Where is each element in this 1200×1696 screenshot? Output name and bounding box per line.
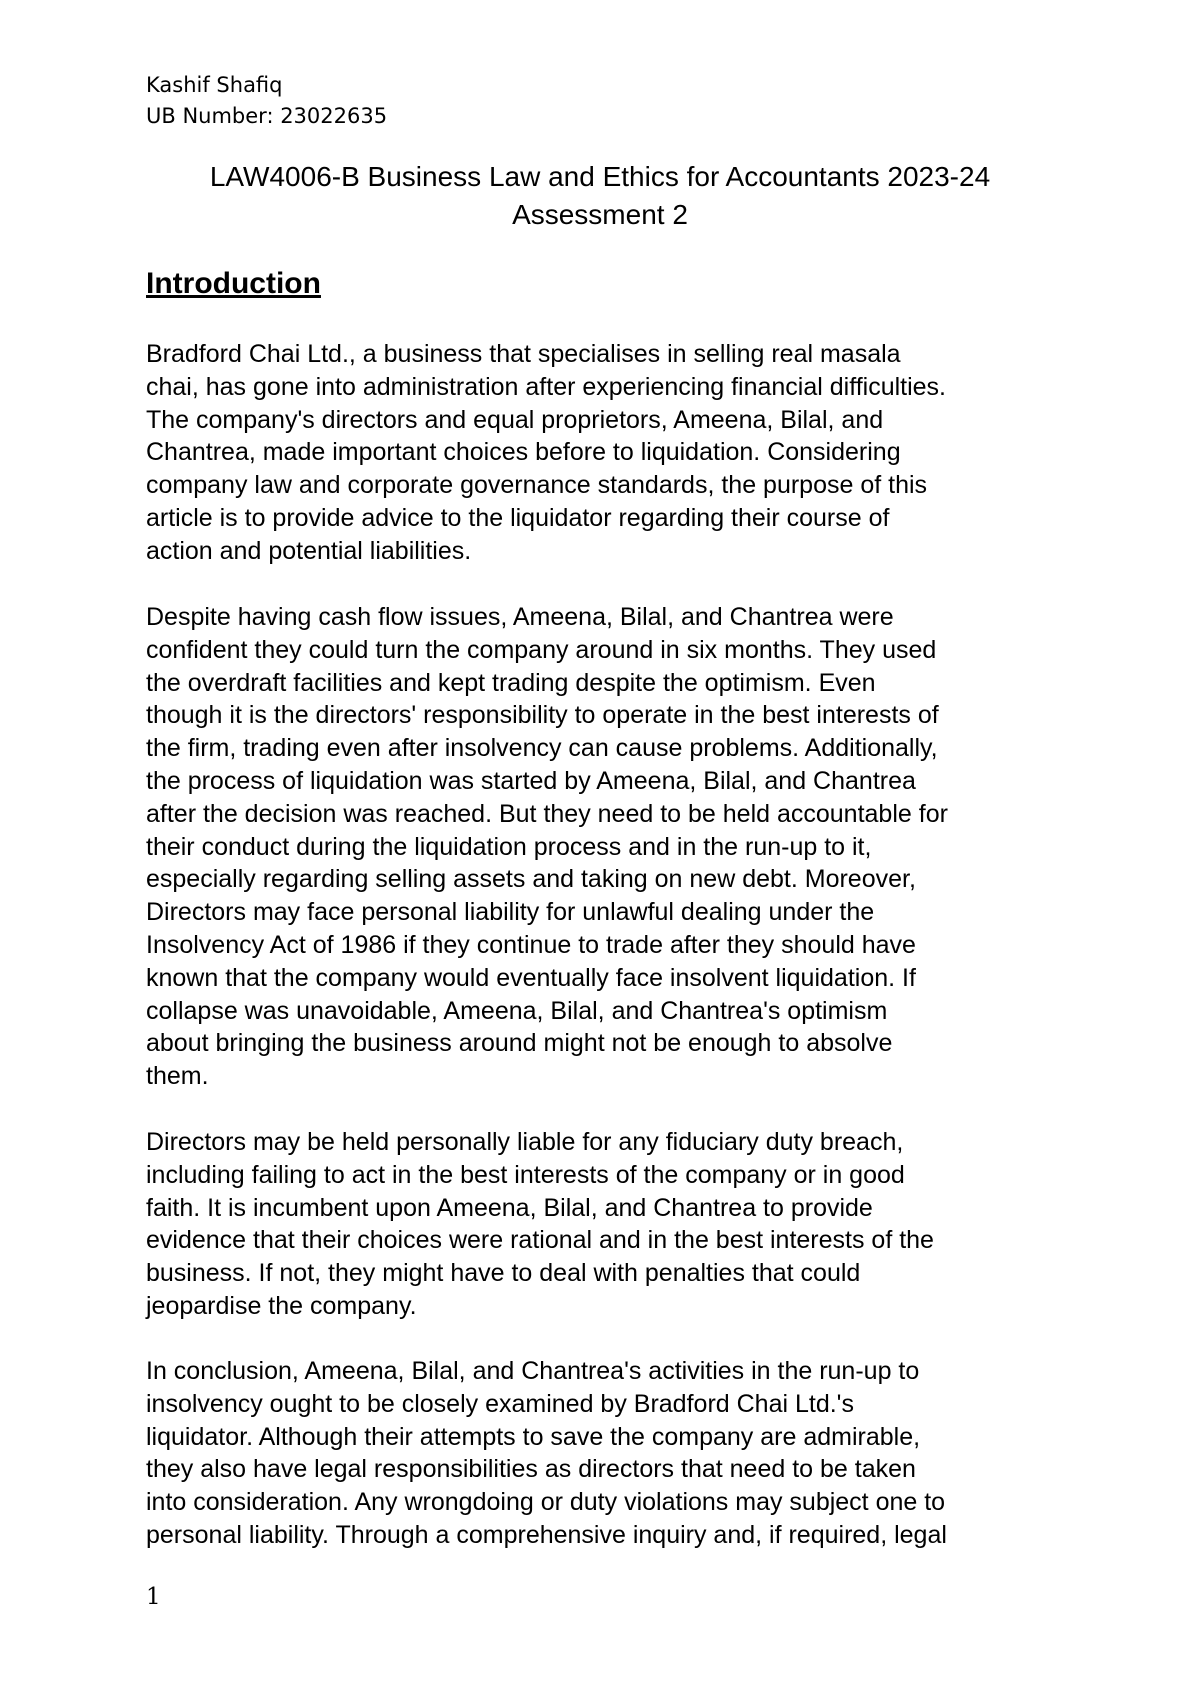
section-heading-introduction: Introduction bbox=[146, 267, 321, 300]
paragraph-line: evidence that their choices were rational and in the best interests of the bbox=[146, 1226, 934, 1255]
paragraph-line: the overdraft facilities and kept trading despite the optimism. Even bbox=[146, 668, 876, 697]
paragraph-line: liquidator. Although their attempts to save the company are admirable, bbox=[146, 1422, 921, 1451]
paragraph-line: article is to provide advice to the liquidator regarding their course of bbox=[146, 503, 890, 532]
page-number: 1 bbox=[146, 1584, 161, 1610]
paragraph-line: business. If not, they might have to deal with penalties that could bbox=[146, 1259, 861, 1288]
paragraph-line: collapse was unavoidable, Ameena, Bilal, and Chantrea's optimism bbox=[146, 996, 888, 1025]
paragraph-line: the process of liquidation was started by Ameena, Bilal, and Chantrea bbox=[146, 766, 916, 795]
paragraph-line: chai, has gone into administration after experiencing financial difficulties. bbox=[146, 372, 946, 401]
paragraph-4 bbox=[146, 1355, 1086, 1552]
paragraph-line: Directors may be held personally liable for any fiduciary duty breach, bbox=[146, 1128, 904, 1156]
paragraph-line: confident they could turn the company around in six months. They used bbox=[146, 635, 937, 664]
paragraph-line: after the decision was reached. But they need to be held accountable for bbox=[146, 799, 948, 828]
paragraph-line: insolvency ought to be closely examined by Bradford Chai Ltd.'s bbox=[146, 1389, 854, 1418]
paragraph-line: their conduct during the liquidation process and in the run-up to it, bbox=[146, 832, 872, 861]
paragraph-line: action and potential liabilities. bbox=[146, 536, 472, 565]
paragraph-line: especially regarding selling assets and taking on new debt. Moreover, bbox=[146, 865, 916, 894]
author-name: Kashif Shafiq bbox=[146, 73, 283, 97]
title-line-2: Assessment 2 bbox=[512, 199, 688, 230]
paragraph-line: Despite having cash flow issues, Ameena, Bilal, and Chantrea were bbox=[146, 603, 894, 631]
ub-number: UB Number: 23022635 bbox=[146, 104, 388, 128]
paragraph-line: though it is the directors' responsibility to operate in the best interests of bbox=[146, 701, 939, 730]
paragraph-line: including failing to act in the best interests of the company or in good bbox=[146, 1160, 905, 1189]
paragraph-line: company law and corporate governance standards, the purpose of this bbox=[146, 471, 928, 500]
paragraph-line: Directors may face personal liability for unlawful dealing under the bbox=[146, 898, 875, 927]
paragraph-line: Chantrea, made important choices before to liquidation. Considering bbox=[146, 438, 901, 467]
paragraph-line: Bradford Chai Ltd., a business that specialises in selling real masala bbox=[146, 340, 901, 368]
paragraph-2 bbox=[146, 601, 1086, 1093]
paragraph-line: faith. It is incumbent upon Ameena, Bilal, and Chantrea to provide bbox=[146, 1193, 873, 1222]
paragraph-line: them. bbox=[146, 1062, 209, 1091]
paragraph-line: personal liability. Through a comprehensive inquiry and, if required, legal bbox=[146, 1520, 947, 1549]
paragraph-3 bbox=[146, 1126, 1086, 1323]
paragraph-line: they also have legal responsibilities as directors that need to be taken bbox=[146, 1455, 916, 1484]
paragraph-line: known that the company would eventually face insolvent liquidation. If bbox=[146, 963, 916, 992]
paragraph-line: Insolvency Act of 1986 if they continue to trade after they should have bbox=[146, 930, 916, 959]
paragraph-line: about bringing the business around might not be enough to absolve bbox=[146, 1029, 893, 1058]
paragraph-1 bbox=[146, 338, 1086, 568]
paragraph-line: jeopardise the company. bbox=[146, 1291, 417, 1320]
title-line-1: LAW4006-B Business Law and Ethics for Accountants 2023-24 bbox=[209, 161, 991, 192]
document-header bbox=[146, 70, 387, 132]
paragraph-line: into consideration. Any wrongdoing or duty violations may subject one to bbox=[146, 1488, 946, 1517]
paragraph-line: The company's directors and equal proprietors, Ameena, Bilal, and bbox=[146, 405, 884, 434]
paragraph-line: In conclusion, Ameena, Bilal, and Chantrea's activities in the run-up to bbox=[146, 1357, 920, 1385]
paragraph-line: the firm, trading even after insolvency can cause problems. Additionally, bbox=[146, 734, 938, 763]
document-title bbox=[140, 158, 1060, 234]
